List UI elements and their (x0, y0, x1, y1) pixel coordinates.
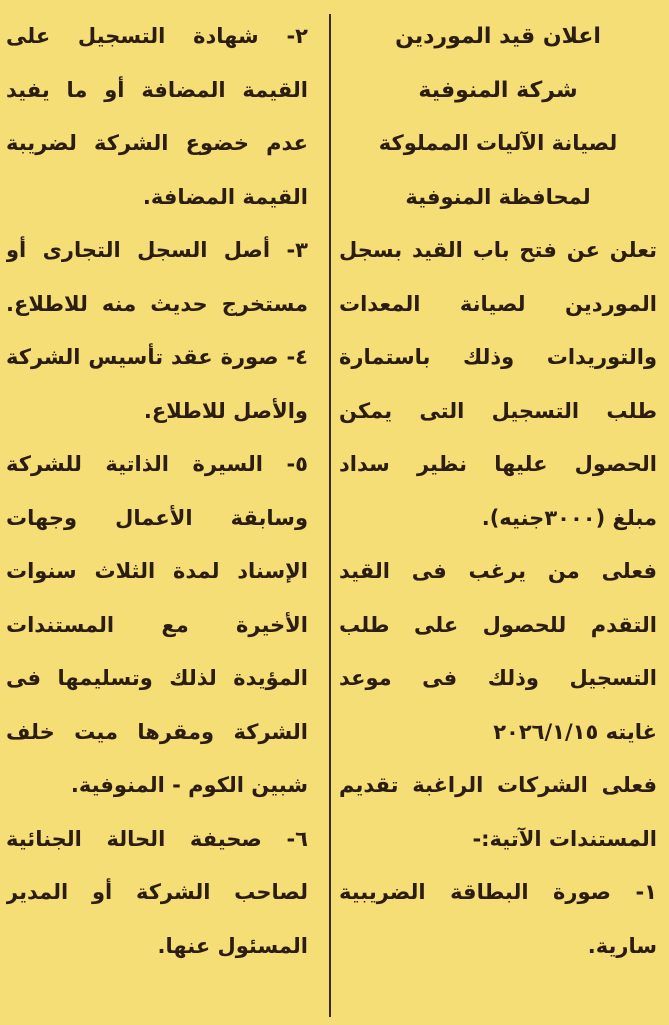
list-item-continuation: عدم خضوع الشركة لضريبة (6, 131, 308, 155)
list-item-continuation: لصاحب الشركة أو المدير (6, 880, 308, 904)
left-column (0, 10, 318, 973)
list-item: ٦- صحيفة الحالة الجنائية (6, 826, 308, 851)
fee-line: مبلغ (٣٠٠٠جنيه). (481, 505, 657, 530)
body-line: التسجيل وذلك فى موعد (339, 666, 657, 690)
body-line: الحصول عليها نظير سداد (339, 452, 657, 476)
ad-title: اعلان قيد الموردين (395, 24, 601, 49)
body-line: والتوريدات وذلك باستمارة (339, 345, 657, 369)
body-line: التقدم للحصول على طلب (339, 612, 657, 637)
body-line: فعلى الشركات الراغبة تقديم (339, 773, 657, 797)
list-item: ٢- شهادة التسجيل على (6, 24, 308, 48)
list-item-continuation: الإسناد لمدة الثلاث سنوات (6, 559, 308, 583)
list-item-continuation: والأصل للاطلاع. (143, 398, 308, 423)
body-line: الموردين لصيانة المعدات (339, 291, 657, 316)
list-item-continuation: مستخرج حديث منه للاطلاع. (6, 291, 308, 316)
list-item: ٥- السيرة الذاتية للشركة (6, 452, 308, 476)
list-item-continuation: المسئول عنها. (157, 933, 308, 958)
right-column (333, 10, 669, 973)
governorate-name: لمحافظة المنوفية (405, 184, 591, 209)
body-line: تعلن عن فتح باب القيد بسجل (339, 238, 657, 262)
list-item-continuation: وسابقة الأعمال وجهات (6, 505, 308, 530)
list-item-continuation: القيمة المضافة. (142, 184, 308, 209)
list-item-continuation: المؤيدة لذلك وتسليمها فى (6, 666, 308, 690)
company-name: شركة المنوفية (418, 77, 578, 103)
body-line: فعلى من يرغب فى القيد (339, 559, 657, 583)
list-item-continuation: الشركة ومقرها ميت خلف (6, 719, 308, 744)
column-divider (329, 14, 331, 1017)
list-item: ٣- أصل السجل التجارى أو (6, 238, 308, 262)
company-purpose: لصيانة الآليات المملوكة (378, 131, 618, 155)
deadline-line: غايته ٢٠٢٦/١/١٥ (493, 719, 657, 744)
list-item-continuation: الأخيرة مع المستندات (6, 612, 308, 637)
list-item-continuation: القيمة المضافة أو ما يفيد (6, 77, 308, 102)
list-item: ٤- صورة عقد تأسيس الشركة (6, 345, 308, 369)
body-line: طلب التسجيل التى يمكن (339, 398, 657, 423)
documents-heading: المستندات الآتية:- (472, 826, 657, 851)
list-item-continuation: سارية. (587, 933, 657, 958)
list-item-continuation: شبين الكوم - المنوفية. (70, 773, 308, 797)
list-item: ١- صورة البطاقة الضريبية (339, 880, 657, 904)
